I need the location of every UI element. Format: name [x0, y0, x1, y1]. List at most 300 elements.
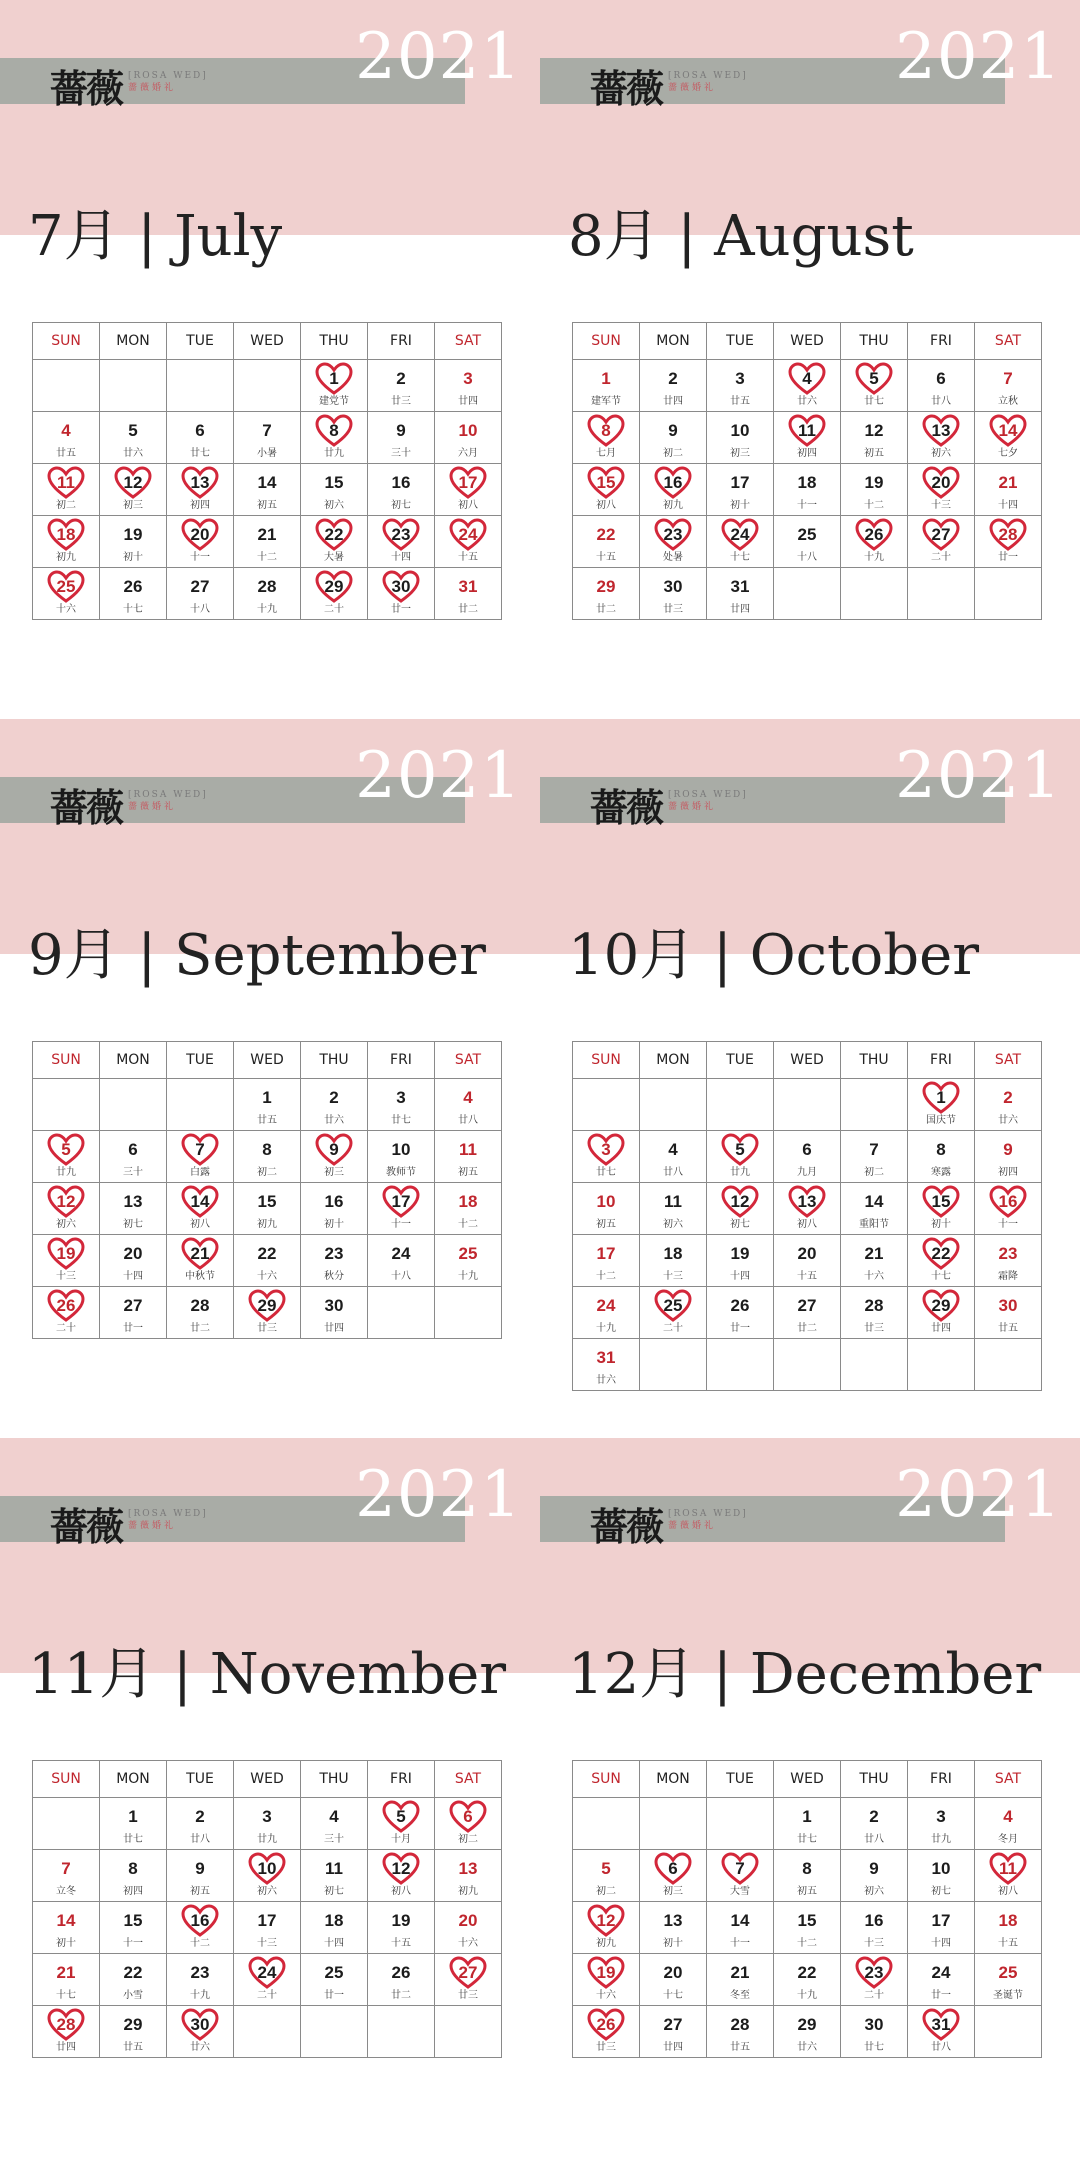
day-cell[interactable] — [841, 516, 908, 568]
day-cell[interactable] — [234, 1850, 301, 1902]
day-cell[interactable] — [640, 568, 707, 620]
day-cell[interactable] — [301, 1235, 368, 1287]
day-cell[interactable] — [640, 1131, 707, 1183]
day-cell[interactable] — [774, 1954, 841, 2006]
day-cell[interactable] — [774, 1902, 841, 1954]
day-cell[interactable] — [33, 1902, 100, 1954]
day-number: 19 — [864, 473, 884, 492]
week-row — [33, 1850, 502, 1902]
day-cell[interactable] — [435, 1798, 502, 1850]
day-cell[interactable] — [975, 1287, 1042, 1339]
day-number: 29 — [324, 577, 344, 596]
day-cell[interactable] — [435, 1850, 502, 1902]
weekday-header: SUN — [573, 1042, 640, 1079]
lunar-label: 十九 — [864, 552, 884, 563]
day-cell[interactable] — [640, 412, 707, 464]
day-cell[interactable] — [100, 568, 167, 620]
day-cell[interactable] — [774, 412, 841, 464]
day-cell[interactable] — [368, 1235, 435, 1287]
day-cell[interactable] — [234, 1235, 301, 1287]
brand-subtitle-en: [ROSA WED] — [128, 1509, 208, 1519]
day-cell[interactable] — [234, 1954, 301, 2006]
day-cell[interactable] — [841, 1902, 908, 1954]
day-cell[interactable] — [33, 568, 100, 620]
day-cell[interactable] — [908, 1902, 975, 1954]
day-cell[interactable] — [167, 516, 234, 568]
day-cell[interactable] — [908, 2006, 975, 2058]
lunar-label: 十三 — [56, 1271, 76, 1282]
day-cell[interactable] — [975, 1798, 1042, 1850]
day-cell[interactable] — [573, 1235, 640, 1287]
day-cell[interactable] — [368, 360, 435, 412]
day-cell[interactable] — [167, 1287, 234, 1339]
lunar-label: 十月 — [391, 1834, 411, 1845]
lunar-label: 二十 — [324, 604, 344, 615]
day-number: 2 — [1003, 1088, 1013, 1107]
day-cell[interactable] — [707, 516, 774, 568]
day-number: 21 — [190, 1244, 210, 1263]
day-cell[interactable] — [707, 1235, 774, 1287]
day-cell[interactable] — [908, 360, 975, 412]
day-cell[interactable] — [100, 1902, 167, 1954]
day-cell[interactable] — [234, 464, 301, 516]
day-cell[interactable] — [234, 1287, 301, 1339]
week-row — [33, 1235, 502, 1287]
day-cell[interactable] — [100, 1235, 167, 1287]
month-title: 8月 | August — [568, 204, 914, 269]
brand-logo: 薔薇 — [590, 1504, 663, 1549]
day-cell[interactable] — [33, 464, 100, 516]
day-cell[interactable] — [100, 412, 167, 464]
day-cell[interactable] — [640, 516, 707, 568]
day-cell[interactable] — [774, 1183, 841, 1235]
day-cell[interactable] — [640, 464, 707, 516]
day-cell[interactable] — [33, 516, 100, 568]
day-cell[interactable] — [707, 412, 774, 464]
day-cell[interactable] — [167, 2006, 234, 2058]
lunar-label: 初六 — [864, 1886, 884, 1897]
day-cell[interactable] — [301, 1183, 368, 1235]
day-cell[interactable] — [368, 1079, 435, 1131]
day-cell[interactable] — [841, 1235, 908, 1287]
day-cell[interactable] — [301, 1798, 368, 1850]
day-cell[interactable] — [368, 568, 435, 620]
day-number: 1 — [802, 1807, 812, 1826]
day-cell[interactable] — [640, 1235, 707, 1287]
lunar-label: 初三 — [730, 448, 750, 459]
day-number: 29 — [797, 2015, 817, 2034]
day-number: 17 — [596, 1244, 616, 1263]
day-cell[interactable] — [301, 568, 368, 620]
lunar-label: 寒露 — [931, 1167, 951, 1178]
day-cell[interactable] — [908, 1850, 975, 1902]
day-cell[interactable] — [435, 516, 502, 568]
day-number: 13 — [190, 473, 210, 492]
day-cell[interactable] — [975, 1954, 1042, 2006]
day-cell[interactable] — [234, 1798, 301, 1850]
day-cell[interactable] — [841, 1798, 908, 1850]
day-number: 5 — [869, 369, 879, 388]
day-number: 11 — [459, 1140, 477, 1159]
day-cell[interactable] — [100, 1954, 167, 2006]
lunar-label: 廿七 — [123, 1834, 143, 1845]
week-row — [573, 1850, 1042, 1902]
day-cell[interactable] — [167, 1902, 234, 1954]
lunar-label: 十九 — [458, 1271, 478, 1282]
lunar-label: 廿六 — [797, 2042, 817, 2053]
day-cell[interactable] — [100, 1183, 167, 1235]
day-cell[interactable] — [975, 1850, 1042, 1902]
day-cell[interactable] — [167, 568, 234, 620]
lunar-label: 初六 — [56, 1219, 76, 1230]
lunar-label: 初十 — [663, 1938, 683, 1949]
day-cell[interactable] — [167, 464, 234, 516]
day-number: 11 — [798, 421, 816, 440]
day-cell[interactable] — [975, 1902, 1042, 1954]
day-cell[interactable] — [33, 412, 100, 464]
day-cell[interactable] — [573, 464, 640, 516]
day-cell[interactable] — [841, 464, 908, 516]
empty-day-cell — [435, 1287, 502, 1339]
day-cell[interactable] — [841, 1850, 908, 1902]
lunar-label: 十五 — [458, 552, 478, 563]
day-cell[interactable] — [774, 360, 841, 412]
day-cell[interactable] — [774, 464, 841, 516]
day-cell[interactable] — [33, 1183, 100, 1235]
lunar-label: 廿五 — [123, 2042, 143, 2053]
day-cell[interactable] — [573, 1339, 640, 1391]
day-cell[interactable] — [774, 516, 841, 568]
brand-subtitle-en: [ROSA WED] — [128, 790, 208, 800]
day-number: 23 — [391, 525, 411, 544]
day-cell[interactable] — [841, 1287, 908, 1339]
day-cell[interactable] — [707, 1131, 774, 1183]
day-cell[interactable] — [908, 516, 975, 568]
day-cell[interactable] — [368, 1902, 435, 1954]
day-cell[interactable] — [301, 1079, 368, 1131]
day-cell[interactable] — [841, 1131, 908, 1183]
lunar-label: 初十 — [123, 552, 143, 563]
day-cell[interactable] — [368, 516, 435, 568]
day-number: 15 — [797, 1911, 817, 1930]
day-cell[interactable] — [301, 360, 368, 412]
day-cell[interactable] — [573, 412, 640, 464]
day-cell[interactable] — [234, 1131, 301, 1183]
day-cell[interactable] — [975, 1079, 1042, 1131]
day-cell[interactable] — [167, 1131, 234, 1183]
day-cell[interactable] — [100, 516, 167, 568]
day-cell[interactable] — [435, 568, 502, 620]
day-number: 14 — [257, 473, 277, 492]
day-cell[interactable] — [301, 1902, 368, 1954]
day-number: 11 — [325, 1859, 343, 1878]
brand-subtitle — [668, 70, 748, 94]
month-title: 9月 | September — [28, 923, 486, 988]
lunar-label: 初十 — [324, 1219, 344, 1230]
day-number: 9 — [1003, 1140, 1013, 1159]
lunar-label: 初二 — [864, 1167, 884, 1178]
year-label: 2021 — [895, 1458, 1062, 1532]
month-title: 11月 | November — [28, 1642, 507, 1707]
day-cell[interactable] — [573, 568, 640, 620]
day-cell[interactable] — [167, 1850, 234, 1902]
day-cell[interactable] — [573, 516, 640, 568]
day-cell[interactable] — [908, 1954, 975, 2006]
weekday-header: SAT — [435, 323, 502, 360]
day-cell[interactable] — [301, 412, 368, 464]
day-cell[interactable] — [301, 1287, 368, 1339]
day-cell[interactable] — [435, 412, 502, 464]
lunar-label: 廿三 — [663, 604, 683, 615]
day-cell[interactable] — [167, 1798, 234, 1850]
empty-day-cell — [33, 1079, 100, 1131]
day-cell[interactable] — [33, 1954, 100, 2006]
day-cell[interactable] — [774, 2006, 841, 2058]
day-cell[interactable] — [435, 1235, 502, 1287]
day-cell[interactable] — [435, 360, 502, 412]
day-cell[interactable] — [435, 1131, 502, 1183]
week-row — [33, 568, 502, 620]
day-cell[interactable] — [640, 1902, 707, 1954]
day-cell[interactable] — [707, 1183, 774, 1235]
day-cell[interactable] — [368, 464, 435, 516]
day-number: 7 — [1003, 369, 1013, 388]
month-title: 7月 | July — [28, 204, 283, 269]
day-cell[interactable] — [707, 1902, 774, 1954]
week-row — [573, 516, 1042, 568]
day-cell[interactable] — [640, 1183, 707, 1235]
day-cell[interactable] — [33, 2006, 100, 2058]
day-cell[interactable] — [908, 412, 975, 464]
day-cell[interactable] — [707, 2006, 774, 2058]
day-cell[interactable] — [167, 412, 234, 464]
week-row — [573, 1235, 1042, 1287]
day-cell[interactable] — [908, 1235, 975, 1287]
lunar-label: 十七 — [663, 1990, 683, 2001]
day-cell[interactable] — [368, 1183, 435, 1235]
day-number: 27 — [663, 2015, 683, 2034]
day-cell[interactable] — [435, 1954, 502, 2006]
day-number: 1 — [262, 1088, 272, 1107]
day-cell[interactable] — [774, 1235, 841, 1287]
day-number: 24 — [931, 1963, 951, 1982]
year-label: 2021 — [355, 1458, 522, 1532]
lunar-label: 十七 — [123, 604, 143, 615]
day-cell[interactable] — [368, 1131, 435, 1183]
day-cell[interactable] — [975, 464, 1042, 516]
day-cell[interactable] — [640, 360, 707, 412]
day-cell[interactable] — [573, 2006, 640, 2058]
day-cell[interactable] — [841, 1183, 908, 1235]
empty-day-cell — [841, 1079, 908, 1131]
day-number: 2 — [329, 1088, 339, 1107]
day-cell[interactable] — [234, 568, 301, 620]
day-cell[interactable] — [368, 412, 435, 464]
weekday-header-row — [573, 1761, 1042, 1798]
day-cell[interactable] — [640, 1850, 707, 1902]
day-cell[interactable] — [908, 1183, 975, 1235]
lunar-label: 初六 — [663, 1219, 683, 1230]
lunar-label: 小暑 — [257, 448, 277, 459]
day-cell[interactable] — [774, 1287, 841, 1339]
day-cell[interactable] — [100, 1287, 167, 1339]
lunar-label: 廿七 — [391, 1115, 411, 1126]
weekday-header: TUE — [167, 1761, 234, 1798]
day-cell[interactable] — [435, 1079, 502, 1131]
day-cell[interactable] — [774, 1131, 841, 1183]
day-number: 12 — [596, 1911, 616, 1930]
day-cell[interactable] — [640, 2006, 707, 2058]
day-cell[interactable] — [33, 1235, 100, 1287]
day-cell[interactable] — [707, 1954, 774, 2006]
lunar-label: 七月 — [596, 448, 616, 459]
day-cell[interactable] — [975, 1183, 1042, 1235]
lunar-label: 十二 — [596, 1271, 616, 1282]
lunar-label: 廿四 — [324, 1323, 344, 1334]
day-number: 24 — [458, 525, 478, 544]
day-cell[interactable] — [234, 1183, 301, 1235]
day-cell[interactable] — [975, 516, 1042, 568]
lunar-label: 十二 — [458, 1219, 478, 1230]
day-number: 2 — [869, 1807, 879, 1826]
day-cell[interactable] — [167, 1954, 234, 2006]
lunar-label: 廿八 — [190, 1834, 210, 1845]
day-cell[interactable] — [368, 1798, 435, 1850]
day-cell[interactable] — [774, 1798, 841, 1850]
day-cell[interactable] — [707, 1850, 774, 1902]
day-cell[interactable] — [435, 1183, 502, 1235]
weekday-header: SUN — [33, 1042, 100, 1079]
day-cell[interactable] — [908, 1798, 975, 1850]
weekday-header: TUE — [707, 1042, 774, 1079]
lunar-label: 十二 — [190, 1938, 210, 1949]
empty-day-cell — [774, 568, 841, 620]
day-cell[interactable] — [33, 1131, 100, 1183]
day-cell[interactable] — [841, 2006, 908, 2058]
lunar-label: 廿六 — [998, 1115, 1018, 1126]
day-cell[interactable] — [573, 1954, 640, 2006]
lunar-label: 十四 — [123, 1271, 143, 1282]
day-cell[interactable] — [33, 1850, 100, 1902]
lunar-label: 初四 — [190, 500, 210, 511]
brand-subtitle-en: [ROSA WED] — [668, 790, 748, 800]
day-cell[interactable] — [707, 1287, 774, 1339]
month-title: 12月 | December — [568, 1642, 1042, 1707]
brand-subtitle — [128, 789, 208, 813]
day-cell[interactable] — [301, 464, 368, 516]
day-cell[interactable] — [100, 1131, 167, 1183]
day-cell[interactable] — [573, 1131, 640, 1183]
day-cell[interactable] — [908, 1079, 975, 1131]
day-cell[interactable] — [234, 516, 301, 568]
day-number: 22 — [123, 1963, 143, 1982]
lunar-label: 初十 — [931, 1219, 951, 1230]
lunar-label: 初四 — [123, 1886, 143, 1897]
day-cell[interactable] — [368, 1954, 435, 2006]
day-cell[interactable] — [841, 1954, 908, 2006]
day-cell[interactable] — [908, 1131, 975, 1183]
day-cell[interactable] — [573, 1850, 640, 1902]
day-number: 26 — [730, 1296, 750, 1315]
lunar-label: 初三 — [324, 1167, 344, 1178]
day-cell[interactable] — [167, 1235, 234, 1287]
day-number: 29 — [931, 1296, 951, 1315]
day-cell[interactable] — [640, 1954, 707, 2006]
lunar-label: 廿五 — [56, 448, 76, 459]
day-cell[interactable] — [975, 360, 1042, 412]
empty-day-cell — [100, 1079, 167, 1131]
week-row — [33, 2006, 502, 2058]
day-cell[interactable] — [234, 412, 301, 464]
empty-day-cell — [841, 568, 908, 620]
lunar-label: 初九 — [663, 500, 683, 511]
day-cell[interactable] — [573, 360, 640, 412]
week-row — [33, 1183, 502, 1235]
day-number: 31 — [596, 1348, 616, 1367]
lunar-label: 初十 — [730, 500, 750, 511]
day-cell[interactable] — [707, 464, 774, 516]
day-cell[interactable] — [301, 516, 368, 568]
day-cell[interactable] — [640, 1287, 707, 1339]
day-cell[interactable] — [167, 1183, 234, 1235]
day-cell[interactable] — [975, 412, 1042, 464]
day-number: 11 — [999, 1859, 1017, 1878]
day-cell[interactable] — [100, 2006, 167, 2058]
day-cell[interactable] — [301, 1850, 368, 1902]
day-cell[interactable] — [707, 360, 774, 412]
brand-subtitle-en: [ROSA WED] — [128, 71, 208, 81]
day-cell[interactable] — [100, 1798, 167, 1850]
brand-subtitle — [668, 789, 748, 813]
day-number: 10 — [931, 1859, 951, 1878]
day-cell[interactable] — [908, 464, 975, 516]
day-cell[interactable] — [234, 1902, 301, 1954]
week-row — [573, 1131, 1042, 1183]
day-cell[interactable] — [435, 1902, 502, 1954]
day-number: 26 — [596, 2015, 616, 2034]
day-cell[interactable] — [301, 1131, 368, 1183]
weekday-header: SAT — [975, 1042, 1042, 1079]
weekday-header: MON — [100, 1761, 167, 1798]
day-cell[interactable] — [975, 1131, 1042, 1183]
day-cell[interactable] — [573, 1183, 640, 1235]
lunar-label: 十七 — [931, 1271, 951, 1282]
day-cell[interactable] — [100, 1850, 167, 1902]
brand-subtitle — [128, 1508, 208, 1532]
day-cell[interactable] — [33, 1287, 100, 1339]
lunar-label: 白露 — [190, 1167, 210, 1178]
day-number: 2 — [668, 369, 678, 388]
day-number: 8 — [601, 421, 611, 440]
day-cell[interactable] — [100, 464, 167, 516]
day-cell[interactable] — [435, 464, 502, 516]
day-number: 3 — [396, 1088, 406, 1107]
day-cell[interactable] — [234, 1079, 301, 1131]
day-cell[interactable] — [774, 1850, 841, 1902]
day-cell[interactable] — [368, 1850, 435, 1902]
day-cell[interactable] — [841, 412, 908, 464]
day-cell[interactable] — [301, 1954, 368, 2006]
day-cell[interactable] — [975, 1235, 1042, 1287]
day-cell[interactable] — [573, 1287, 640, 1339]
day-cell[interactable] — [908, 1287, 975, 1339]
day-cell[interactable] — [841, 360, 908, 412]
day-number: 8 — [262, 1140, 272, 1159]
day-cell[interactable] — [573, 1902, 640, 1954]
lunar-label: 廿五 — [730, 2042, 750, 2053]
day-cell[interactable] — [707, 568, 774, 620]
lunar-label: 廿九 — [56, 1167, 76, 1178]
